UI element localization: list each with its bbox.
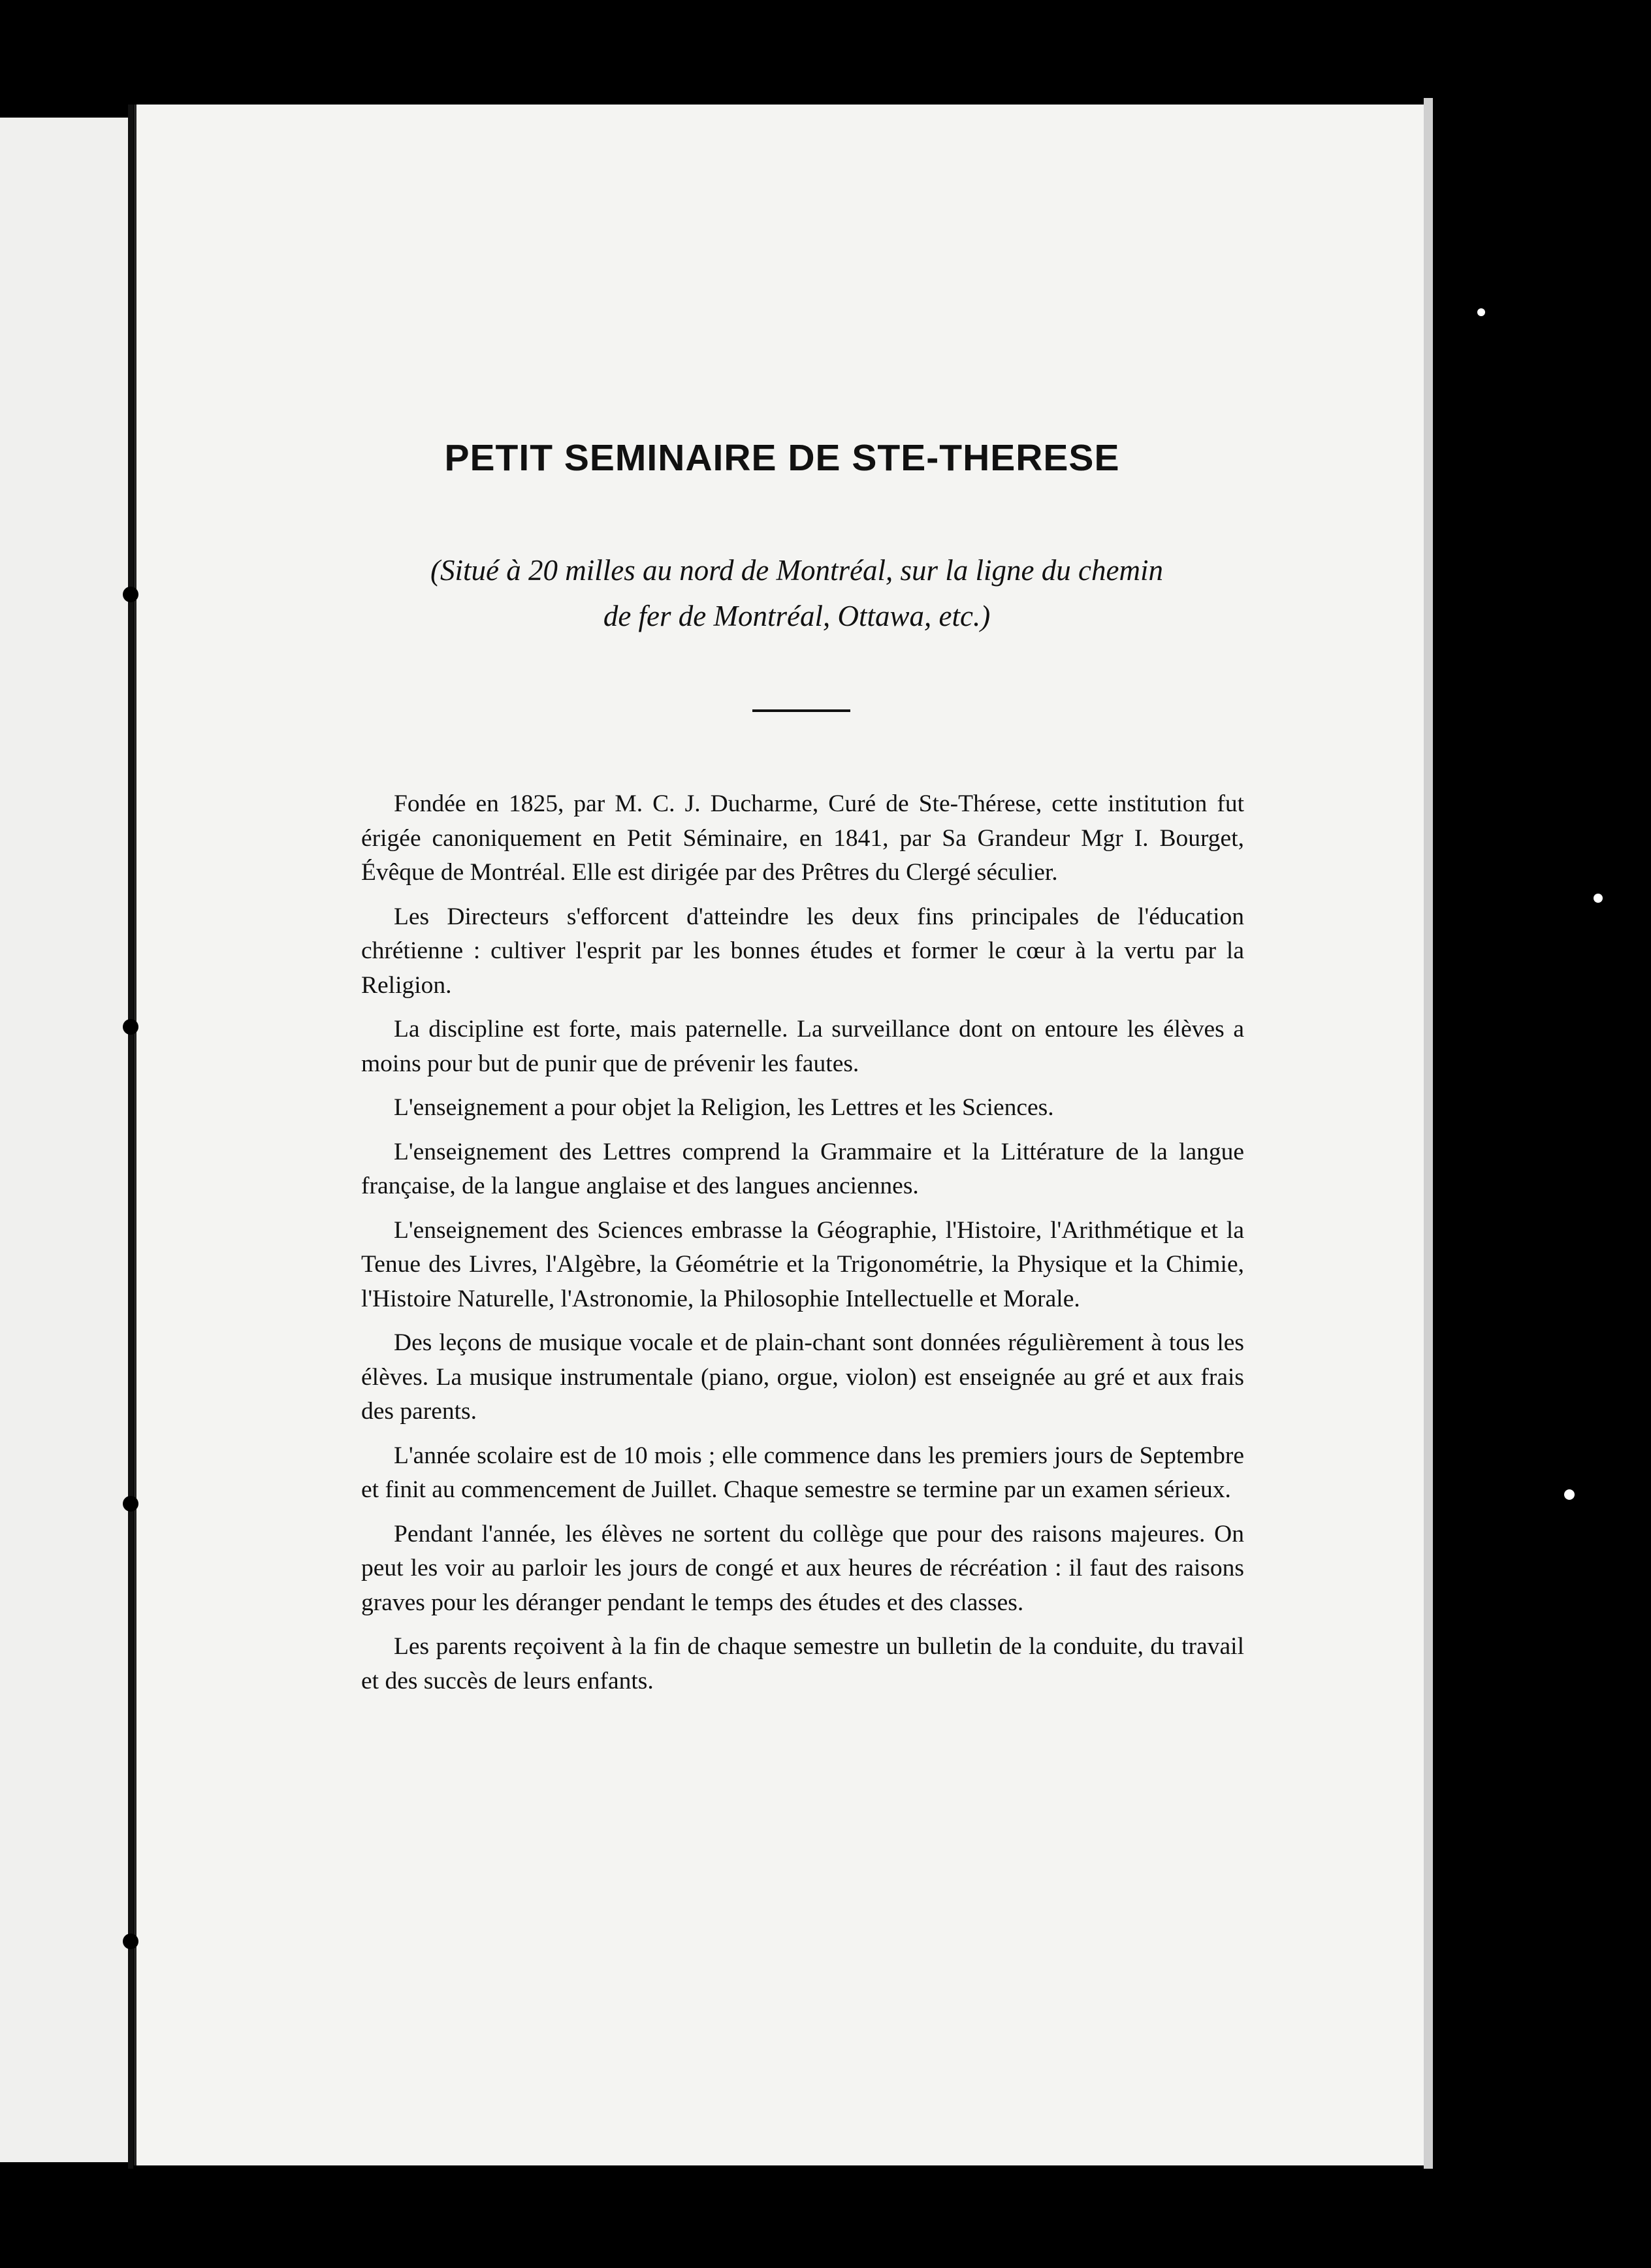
paragraph-music: Des leçons de musique vocale et de plain-chant sont données régulièrement à tous les élèves. La musique instrumentale (piano, orgue, violon) est enseignée au gré et aux frais des parents. xyxy=(361,1329,1244,1425)
page-edge-shadow xyxy=(1424,98,1433,2169)
binding-stitch xyxy=(123,1496,138,1512)
scan-speck xyxy=(1594,894,1603,903)
subtitle-line: de fer de Montréal, Ottawa, etc.) xyxy=(603,600,991,632)
paragraph-sciences: L'enseignement des Sciences embrasse la Géographie, l'Histoire, l'Arithmétique et la Tenue des Livres, l'Algèbre, la Géométrie et la Trigonométrie, la Physique et la Chimie, l'Histoire Naturelle, l'Astronomie, la Philosophie Intellectuelle et Morale. xyxy=(361,1216,1244,1312)
title-divider xyxy=(752,709,850,712)
paragraph-foundation: Fondée en 1825, par M. C. J. Ducharme, Curé de Ste-Thérese, cette institution fut érigée canoniquement en Petit Séminaire, en 1841, par Sa Grandeur Mgr I. Bourget, Évêque de Montréal. Elle est dirigée par des Prêtres du Clergé séculier. xyxy=(361,790,1244,886)
body-text xyxy=(361,787,1244,1708)
subtitle xyxy=(340,547,1254,639)
page-title: PETIT SEMINAIRE DE STE-THERESE xyxy=(444,437,1120,479)
paragraph-discipline: La discipline est forte, mais paternelle. La surveillance dont on entoure les élèves a moins pour but de punir que de prévenir les fautes. xyxy=(361,1016,1244,1077)
facing-page-edge xyxy=(0,118,128,2162)
paragraph-aims: Les Directeurs s'efforcent d'atteindre les deux fins principales de l'éducation chrétienne : cultiver l'esprit par les bonnes études et former le cœur à la vertu par la Religion. xyxy=(361,903,1244,999)
paragraph-teaching: L'enseignement a pour objet la Religion, les Lettres et les Sciences. xyxy=(394,1094,1054,1121)
paragraph-letters: L'enseignement des Lettres comprend la Grammaire et la Littérature de la langue française, de la langue anglaise et des langues anciennes. xyxy=(361,1138,1244,1199)
paragraph-bulletin: Les parents reçoivent à la fin de chaque semestre un bulletin de la conduite, du travail et des succès de leurs enfants. xyxy=(361,1633,1244,1694)
scan-speck xyxy=(1564,1489,1575,1500)
scan-speck xyxy=(1477,308,1485,316)
binding-stitch xyxy=(123,587,138,602)
subtitle-line: (Situé à 20 milles au nord de Montréal, sur la ligne du chemin xyxy=(430,554,1163,587)
binding-stitch xyxy=(123,1019,138,1035)
paragraph-outings: Pendant l'année, les élèves ne sortent du collège que pour des raisons majeures. On peut les voir au parloir les jours de congé et aux heures de récréation : il faut des raisons graves pour les déranger pendant le temps des études et des classes. xyxy=(361,1520,1244,1616)
binding-edge xyxy=(128,105,133,2169)
paragraph-school-year: L'année scolaire est de 10 mois ; elle commence dans les premiers jours de Septembre et finit au commencement de Juillet. Chaque semestre se termine par un examen sérieux. xyxy=(361,1442,1244,1503)
binding-stitch xyxy=(123,1934,138,1949)
